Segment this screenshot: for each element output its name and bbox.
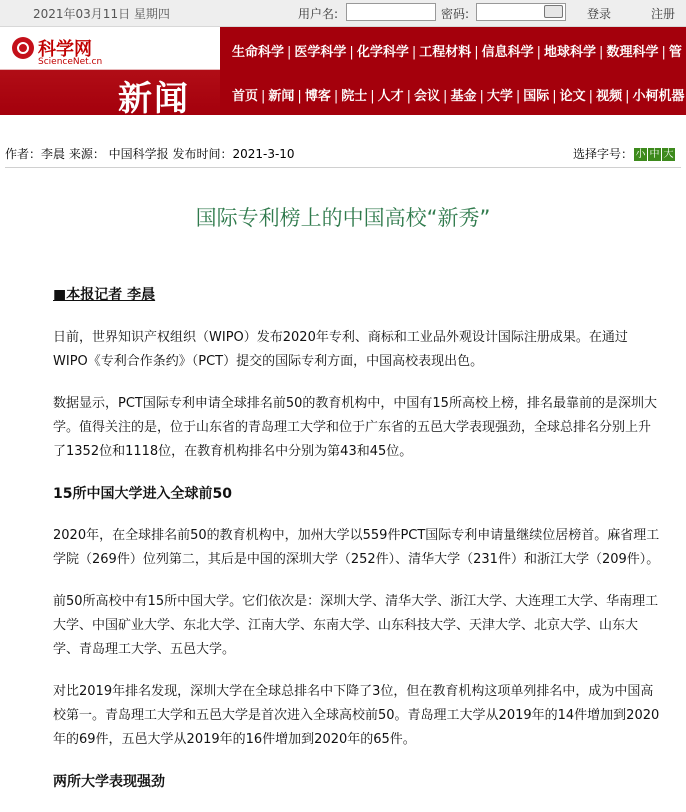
section-heading: 两所大学表现强劲 [53,774,165,790]
paragraph: 对比2019年排名发现，深圳大学在全球总排名中下降了3位，但在教育机构这项单列排名中，成为中国高校第一。青岛理工大学和五邑大学是首次进入全球高校前50。青岛理工大学从2019年的14件增加到2020年的69件，五邑大学从2019年的16件增加到2020年的65件。 [53,684,660,747]
site-header [0,27,686,115]
section-title: 新闻 [118,79,190,115]
section-heading: 15所中国大学进入全球前50 [53,486,232,502]
font-small-button[interactable]: 小 [635,149,646,160]
top-bar [0,0,686,27]
font-size-selector [573,145,675,162]
nav-item[interactable]: 人才 [377,89,404,104]
secondary-nav: 首页 | 新闻 | 博客 | 院士 | 人才 | 会议 | 基金 | 大学 | 国际 | 论文 | 视频 | 小柯机器 [232,89,685,104]
article-info-bar [5,141,681,168]
nav-item[interactable]: 博客 [304,89,331,104]
article-byline: ■本报记者 李晨 [53,287,156,303]
password-field-wrap [476,3,566,21]
article-body [53,283,660,812]
nav-item[interactable]: 医学科学 [294,45,347,60]
logo-text: 科学网 [38,39,92,60]
paragraph: 2020年，在全球排名前50的教育机构中，加州大学以559件PCT国际专利申请量继续位居榜首。麻省理工学院（269件）位列第二，其后是中国的深圳大学（252件）、清华大学（231件）和浙江大学（209件）。 [53,528,660,567]
logo-subtext: ScienceNet.cn [38,57,103,67]
article-meta: 作者：李晨 来源： 中国科学报 发布时间：2021-3-10 [5,147,295,161]
current-date: 2021年03月11日 星期四 [33,7,170,21]
logo-area[interactable] [0,27,220,115]
nav-item[interactable]: 化学科学 [356,45,409,60]
primary-nav: 生命科学 | 医学科学 | 化学科学 | 工程材料 | 信息科学 | 地球科学 | 数理科学 | 管 [232,45,682,60]
password-label: 密码: [441,7,470,21]
login-link[interactable]: 登录 [587,7,612,21]
paragraph: 日前，世界知识产权组织（WIPO）发布2020年专利、商标和工业品外观设计国际注册成果。在通过WIPO《专利合作条约》（PCT）提交的国际专利方面，中国高校表现出色。 [53,330,628,369]
keyboard-icon[interactable] [544,5,563,18]
nav-item[interactable]: 生命科学 [232,45,285,60]
font-size-label: 选择字号： [572,147,633,161]
username-label: 用户名: [298,7,339,21]
nav-item[interactable]: 新闻 [268,89,295,104]
font-medium-button[interactable]: 中 [649,149,660,160]
nav-item[interactable]: 视频 [596,89,623,104]
nav-item[interactable]: 地球科学 [544,45,597,60]
username-input[interactable] [346,3,436,21]
nav-item[interactable]: 会议 [414,89,441,104]
nav-item[interactable]: 论文 [559,89,586,104]
nav-item[interactable]: 小柯机器 [632,89,685,104]
nav-item[interactable]: 基金 [450,89,477,104]
paragraph: 数据显示，PCT国际专利申请全球排名前50的教育机构中，中国有15所高校上榜，排名最靠前的是深圳大学。值得关注的是，位于山东省的青岛理工大学和位于广东省的五邑大学表现强劲，全球总排名分别上升了1352位和1118位，在教育机构排名中分别为第43和45位。 [53,396,657,459]
paragraph: 前50所高校中有15所中国大学。它们依次是：深圳大学、清华大学、浙江大学、大连理工大学、华南理工大学、中国矿业大学、东北大学、江南大学、东南大学、山东科技大学、天津大学、北京大学、山东大学、青岛理工大学、五邑大学。 [53,594,659,657]
font-large-button[interactable]: 大 [663,149,674,160]
nav-item[interactable]: 数理科学 [606,45,659,60]
nav-item[interactable]: 工程材料 [419,45,472,60]
nav-item[interactable]: 院士 [341,89,368,104]
register-link[interactable]: 注册 [651,7,676,21]
sciencenet-logo-icon [12,37,34,59]
nav-item[interactable]: 管 [668,45,682,60]
nav-item[interactable]: 信息科学 [481,45,534,60]
nav-item[interactable]: 首页 [232,89,259,104]
nav-item[interactable]: 国际 [523,89,550,104]
nav-item[interactable]: 大学 [486,89,513,104]
article-title: 国际专利榜上的中国高校“新秀” [195,206,491,230]
